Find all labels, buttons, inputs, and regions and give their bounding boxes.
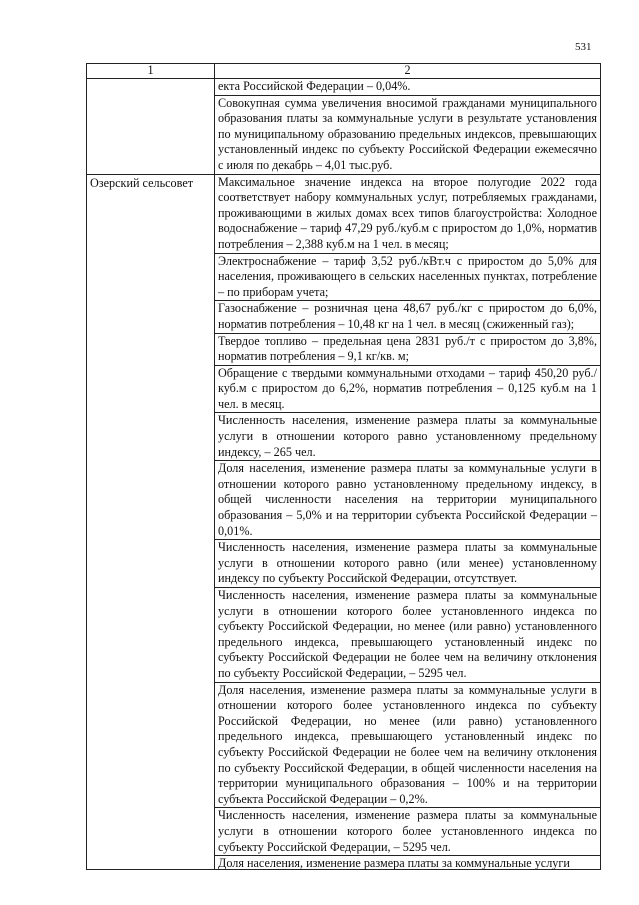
paragraph: Доля населения, изменение размера платы за коммунальные услуги: [215, 855, 600, 869]
content-cell: [215, 79, 601, 175]
paragraph: Доля населения, изменение размера платы за коммунальные услуги в отношении которого равно установленному предельному индексу, в общей численности населения на территории муниципального образования – 5,0% и на территории субъекта Российской Федерации – 0,01%.: [215, 460, 600, 539]
column-header-2: 2: [215, 64, 601, 79]
region-name: Озерский сельсовет: [90, 175, 194, 190]
page-number: 531: [575, 41, 592, 53]
paragraph: Максимальное значение индекса на второе полугодие 2022 года соответствует набору коммунальных услуг, потребляемых гражданами, проживающими в жилых домах всех типов благоустройства: Холодное водоснабжение – тариф 47,29 руб./куб.м с приростом до 1,0%, норматив потребления – 2,388 куб.м на 1 чел. в месяц;: [218, 174, 597, 251]
paragraph: Доля населения, изменение размера платы за коммунальные услуги в отношении которого более установленного индекса по субъекту Российской Федерации, но менее (или равно) установленного предельного индекса, превышающего установленный индекс по субъекту Российской Федерации не более чем на величину отклонения по субъекту Российской Федерации, в общей численности населения на территории муниципального образования – 100% и на территории субъекта Российской Федерации – 0,2%.: [215, 682, 600, 808]
tariff-table: [86, 63, 601, 870]
paragraph: Электроснабжение – тариф 3,52 руб./кВт.ч с приростом до 5,0% для населения, проживающего в сельских населенных пунктах, потребление – по приборам учета;: [215, 253, 600, 301]
paragraph: Численность населения, изменение размера платы за коммунальные услуги в отношении которого равно установленному предельному индексу, – 265 чел.: [215, 412, 600, 460]
paragraph: Численность населения, изменение размера платы за коммунальные услуги в отношении которого более установленного индекса по субъекту Российской Федерации, но менее (или равно) установленного предельного индекса, превышающего установленный индекс по субъекту Российской Федерации не более чем на величину отклонения по субъекту Российской Федерации, – 5295 чел.: [215, 587, 600, 682]
paragraph: Газоснабжение – розничная цена 48,67 руб./кг с приростом до 6,0%, норматив потребления – 10,48 кг на 1 чел. в месяц (сжиженный газ);: [215, 300, 600, 332]
region-cell: [87, 79, 215, 175]
table-row: [87, 79, 601, 175]
paragraph: Численность населения, изменение размера платы за коммунальные услуги в отношении которого равно (или менее) установленному индексу по субъекту Российской Федерации, отсутствует.: [215, 539, 600, 587]
paragraph: екта Российской Федерации – 0,04%.: [218, 79, 411, 93]
region-name: [90, 79, 211, 80]
content-cell: [215, 174, 601, 870]
table-header-row: [87, 64, 601, 79]
table-row: [87, 174, 601, 870]
paragraph: Численность населения, изменение размера платы за коммунальные услуги в отношении которого более установленного индекса по субъекту Российской Федерации, – 5295 чел.: [215, 807, 600, 855]
column-header-1: 1: [87, 64, 215, 79]
paragraph: Обращение с твердыми коммунальными отходами – тариф 450,20 руб./куб.м с приростом до 6,2%, норматив потребления – 0,125 куб.м на 1 чел. в месяц.: [215, 365, 600, 413]
paragraph: Твердое топливо – предельная цена 2831 руб./т с приростом до 3,8%, норматив потребления – 9,1 кг/кв. м;: [215, 333, 600, 365]
paragraph: Совокупная сумма увеличения вносимой гражданами муниципального образования платы за коммунальные услуги в результате установления по муниципальному образованию предельных индексов, превышающих установленный индекс по субъекту Российской Федерации ежемесячно с июля по декабрь – 4,01 тыс.руб.: [215, 95, 600, 174]
region-cell: [87, 174, 215, 870]
